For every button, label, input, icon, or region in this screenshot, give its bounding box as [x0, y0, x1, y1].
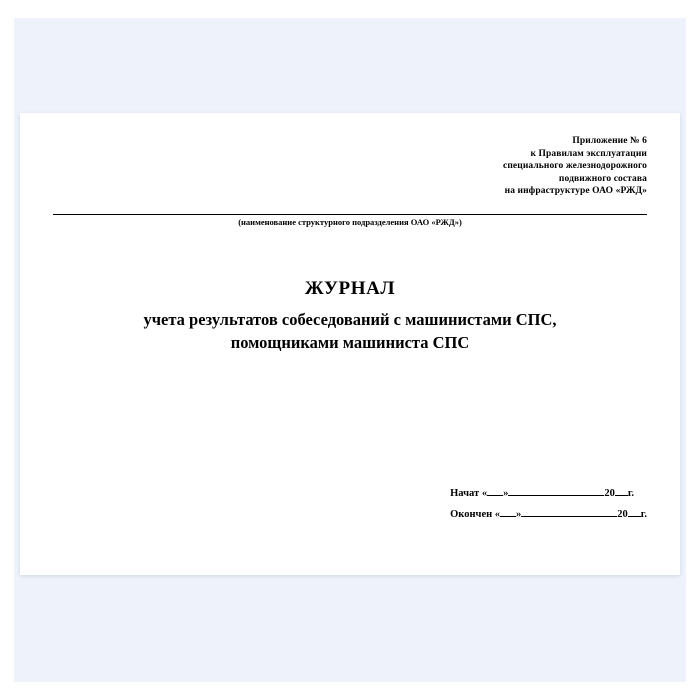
appendix-line-2: к Правилам эксплуатации: [530, 148, 647, 159]
appendix-line-1: Приложение № 6: [572, 136, 647, 146]
appendix-line-4: подвижного состава: [558, 173, 647, 184]
background-left-margin: [0, 0, 14, 700]
unit-name-caption: (наименование структурного подразделения ОАО «РЖД»): [238, 217, 462, 227]
document-sheet: [20, 113, 680, 575]
background-top-margin: [0, 0, 700, 18]
finished-year: 20: [617, 509, 628, 520]
finished-suffix: г.: [640, 509, 647, 520]
document-body: [20, 113, 680, 575]
started-year-blank: [615, 485, 628, 496]
started-suffix: г.: [627, 488, 635, 499]
finished-label: Окончен «: [450, 509, 501, 520]
background-bottom-margin: [0, 682, 700, 700]
finished-mid: »: [516, 509, 522, 520]
appendix-reference-block: [503, 135, 647, 198]
finished-day-blank: [500, 506, 516, 517]
finished-date-row: [450, 504, 647, 525]
started-label: Начат «: [450, 488, 488, 499]
page-title: ЖУРНАЛ: [304, 278, 396, 299]
page-subtitle-line-2: помощниками машиниста СПС: [230, 333, 470, 352]
unit-name-rule: [53, 214, 647, 215]
date-fields-block: [450, 483, 647, 525]
appendix-line-5: на инфраструктуре ОАО «РЖД»: [504, 186, 647, 197]
started-month-blank: [508, 485, 604, 496]
started-day-blank: [487, 485, 503, 496]
finished-month-blank: [521, 506, 617, 517]
started-year: 20: [604, 488, 615, 499]
title-block: [20, 277, 680, 354]
finished-year-blank: [628, 506, 641, 517]
started-mid: »: [503, 488, 509, 499]
started-date-row: [450, 483, 647, 504]
page-subtitle-line-1: учета результатов собеседований с машинистами СПС,: [143, 310, 557, 329]
appendix-line-3: специального железнодорожного: [503, 161, 647, 172]
background-right-margin: [686, 0, 700, 700]
